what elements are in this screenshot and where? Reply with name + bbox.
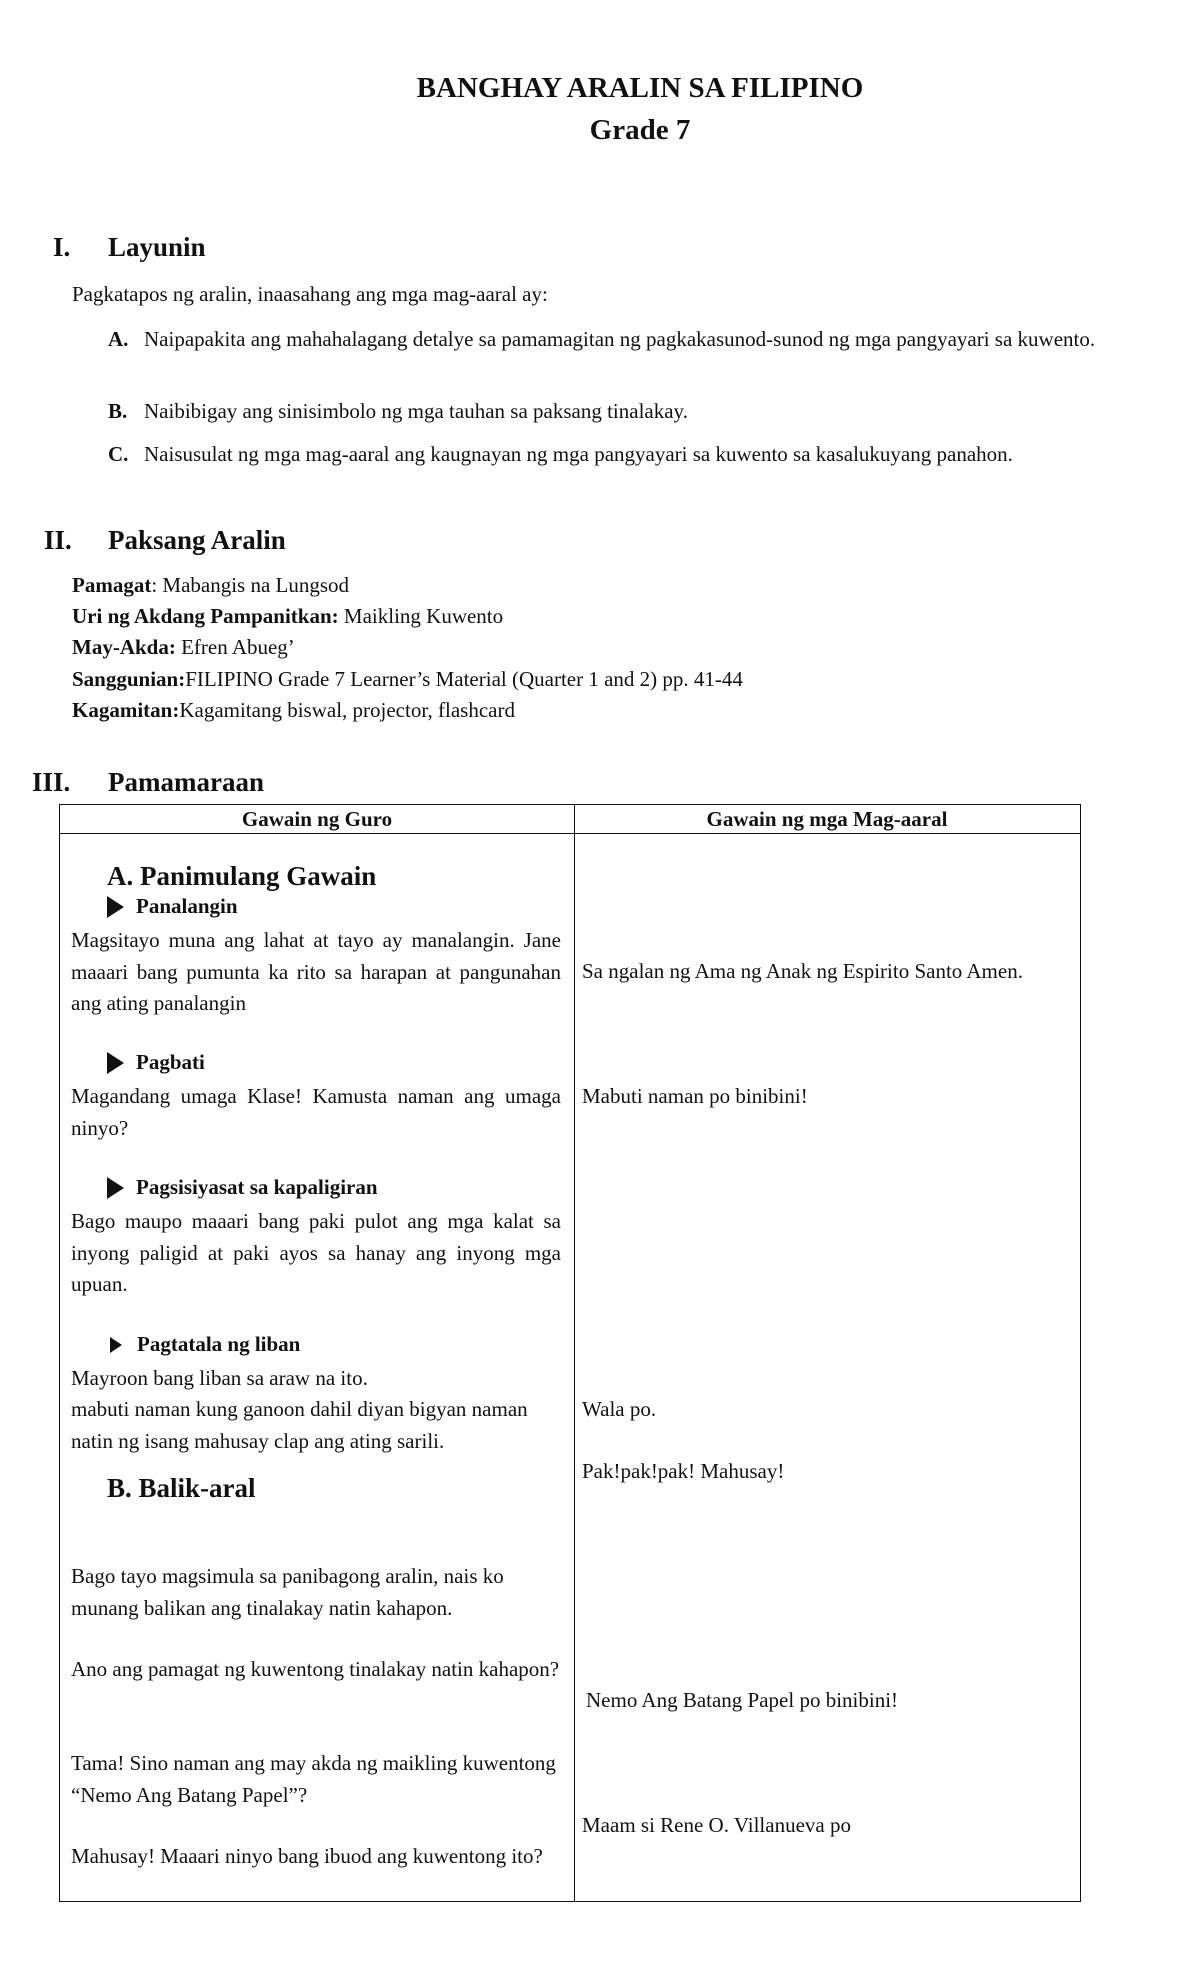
objective-letter: C. xyxy=(108,442,129,466)
section-pamamaraan-heading xyxy=(32,767,264,798)
row-label: Kagamitan: xyxy=(72,698,180,722)
paksa-row-may-akda xyxy=(72,632,295,663)
heading-balik-aral: B. Balik-aral xyxy=(107,1473,256,1503)
section-layunin-heading xyxy=(53,232,206,263)
section-label: Pamamaraan xyxy=(108,767,264,797)
row-label: May-Akda: xyxy=(72,635,176,659)
row-value: Efren Abueg’ xyxy=(175,635,295,659)
guro-pagbati-text: Magandang umaga Klase! Kamusta naman ang umaga ninyo? xyxy=(71,1084,561,1140)
row-value: FILIPINO Grade 7 Learner’s Material (Quarter 1 and 2) pp. 41-44 xyxy=(185,667,743,691)
guro-balik-text-1: Bago tayo magsimula sa panibagong aralin, nais ko munang balikan ang tinalakay natin kahapon. xyxy=(71,1564,504,1620)
arrow-bullet-icon xyxy=(107,1052,124,1074)
row-label: Pamagat xyxy=(72,573,152,597)
section-label: Paksang Aralin xyxy=(108,525,286,555)
paksa-row-kagamitan xyxy=(72,695,515,726)
guro-pagtatala-text-2: mabuti naman kung ganoon dahil diyan bigyan naman natin ng isang mahusay clap ang ating sarili. xyxy=(71,1397,528,1453)
bullet-title: Pagtatala ng liban xyxy=(137,1332,301,1356)
magaaral-panalangin-text: Sa ngalan ng Ama ng Anak ng Espirito Santo Amen. xyxy=(582,959,1023,983)
magaaral-pagbati-text: Mabuti naman po binibini! xyxy=(582,1084,808,1108)
column-divider xyxy=(574,805,575,1901)
bullet-pagbati xyxy=(107,1050,205,1075)
column-header-guro: Gawain ng Guro xyxy=(241,807,393,831)
grade-label: Grade 7 xyxy=(589,114,691,146)
section-number: II. xyxy=(44,525,72,555)
section-paksa-heading xyxy=(44,525,286,556)
paksa-row-pamagat xyxy=(72,570,349,601)
magaaral-balik-text-2: Maam si Rene O. Villanueva po xyxy=(582,1813,851,1837)
objective-text: Naisusulat ng mga mag-aaral ang kaugnayan ng mga pangyayari sa kuwento sa kasalukuyang panahon. xyxy=(144,442,1013,466)
procedure-table xyxy=(59,804,1081,1902)
arrow-bullet-icon xyxy=(107,1177,124,1199)
bullet-title: Panalangin xyxy=(136,894,238,918)
bullet-title: Pagbati xyxy=(136,1050,205,1074)
paksa-row-sanggunian xyxy=(72,664,743,695)
guro-pagtatala-text-1: Mayroon bang liban sa araw na ito. xyxy=(71,1366,368,1390)
guro-pagsisiyasat-text: Bago maupo maaari bang paki pulot ang mga kalat sa inyong paligid at paki ayos sa hanay ang inyong mga upuan. xyxy=(71,1209,561,1296)
magaaral-pagtatala-text-1: Wala po. xyxy=(582,1397,657,1421)
row-label: Sanggunian: xyxy=(72,667,186,691)
document-title: BANGHAY ARALIN SA FILIPINO xyxy=(416,72,864,104)
column-header-magaaral: Gawain ng mga Mag-aaral xyxy=(706,807,948,831)
objective-item xyxy=(108,439,1128,470)
objective-item xyxy=(108,396,1128,427)
arrow-bullet-icon xyxy=(110,1337,122,1353)
section-label: Layunin xyxy=(108,232,206,262)
objective-text: Naipapakita ang mahahalagang detalye sa pamamagitan ng pagkakasunod-sunod ng mga pangyayari sa kuwento. xyxy=(144,327,1096,351)
objective-text: Naibibigay ang sinisimbolo ng mga tauhan sa paksang tinalakay. xyxy=(144,399,688,423)
arrow-bullet-icon xyxy=(107,896,124,918)
bullet-pagsisiyasat xyxy=(107,1175,378,1200)
section-number: I. xyxy=(53,232,71,262)
objective-letter: A. xyxy=(108,327,129,351)
layunin-intro: Pagkatapos ng aralin, inaasahang ang mga mag-aaral ay: xyxy=(72,282,548,306)
heading-panimulang-gawain: A. Panimulang Gawain xyxy=(107,861,377,891)
bullet-pagtatala xyxy=(107,1332,300,1357)
bullet-panalangin xyxy=(107,894,238,919)
row-label: Uri ng Akdang Pampanitkan: xyxy=(72,604,339,628)
guro-balik-text-4: Mahusay! Maaari ninyo bang ibuod ang kuwentong ito? xyxy=(71,1844,543,1868)
header-divider xyxy=(60,833,1080,834)
objective-item xyxy=(108,324,1128,355)
row-value: Maikling Kuwento xyxy=(338,604,504,628)
row-value: : Mabangis na Lungsod xyxy=(151,573,350,597)
row-value: Kagamitang biswal, projector, flashcard xyxy=(179,698,515,722)
objective-letter: B. xyxy=(108,399,128,423)
paksa-row-uri xyxy=(72,601,503,632)
section-number: III. xyxy=(32,767,71,797)
guro-balik-text-3: Tama! Sino naman ang may akda ng maikling kuwentong “Nemo Ang Batang Papel”? xyxy=(71,1751,556,1807)
guro-panalangin-text: Magsitayo muna ang lahat at tayo ay manalangin. Jane maaari bang pumunta ka rito sa harapan at pangunahan ang ating panalangin xyxy=(71,928,561,1015)
guro-balik-text-2: Ano ang pamagat ng kuwentong tinalakay natin kahapon? xyxy=(71,1657,560,1681)
magaaral-balik-text-1: Nemo Ang Batang Papel po binibini! xyxy=(586,1688,899,1712)
magaaral-pagtatala-text-2: Pak!pak!pak! Mahusay! xyxy=(582,1459,785,1483)
bullet-title: Pagsisiyasat sa kapaligiran xyxy=(136,1175,378,1199)
